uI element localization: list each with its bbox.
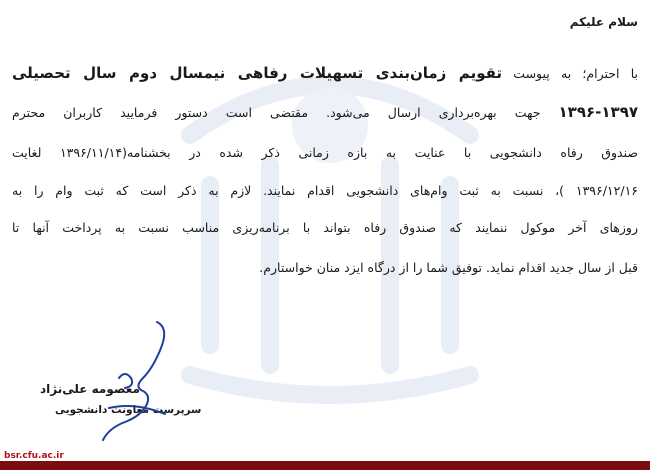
signer-title: سرپرست معاونت دانشجویی [55,404,202,416]
paragraph-line-4: ۱۳۹۶/۱۲/۱۶ )، نسبت به ثبت وام‌های دانشجویی اقدام نمایند. لازم به ذکر است که ثبت وام را به [12,183,638,198]
paragraph-line-3: صندوق رفاه دانشجویی با عنایت به بازه زمانی ذکر شده در بخشنامه(۱۳۹۶/۱۱/۱۴ لغایت [12,145,638,160]
signer-name: معصومه علی‌نژاد [40,382,140,396]
calendar-subject: تقویم زمان‌بندی تسهیلات رفاهی نیمسال دوم سال تحصیلی [12,64,503,82]
line1-text: با احترام؛ به پیوست [502,66,639,81]
footer-url: bsr.cfu.ac.ir [4,451,64,461]
line2-text: جهت بهره‌برداری ارسال می‌شود. مقتضی است دستور فرمایید کاربران محترم [12,105,559,120]
paragraph-line-6: قبل از سال جدید اقدام نماید. توفیق شما را از درگاه ایزد منان خواستارم. [259,260,638,275]
paragraph-line-5: روزهای آخر موکول ننمایند که صندوق رفاه بتواند با برنامه‌ریزی مناسب نسبت به پرداخت آنها تا [12,220,638,235]
paragraph-line-1 [12,64,638,82]
handwritten-signature [95,318,185,448]
greeting: سلام علیکم [569,15,638,29]
footer-bar [0,461,650,470]
academic-year: ۱۳۹۶-۱۳۹۷ [558,103,638,121]
paragraph-line-2 [12,103,638,121]
